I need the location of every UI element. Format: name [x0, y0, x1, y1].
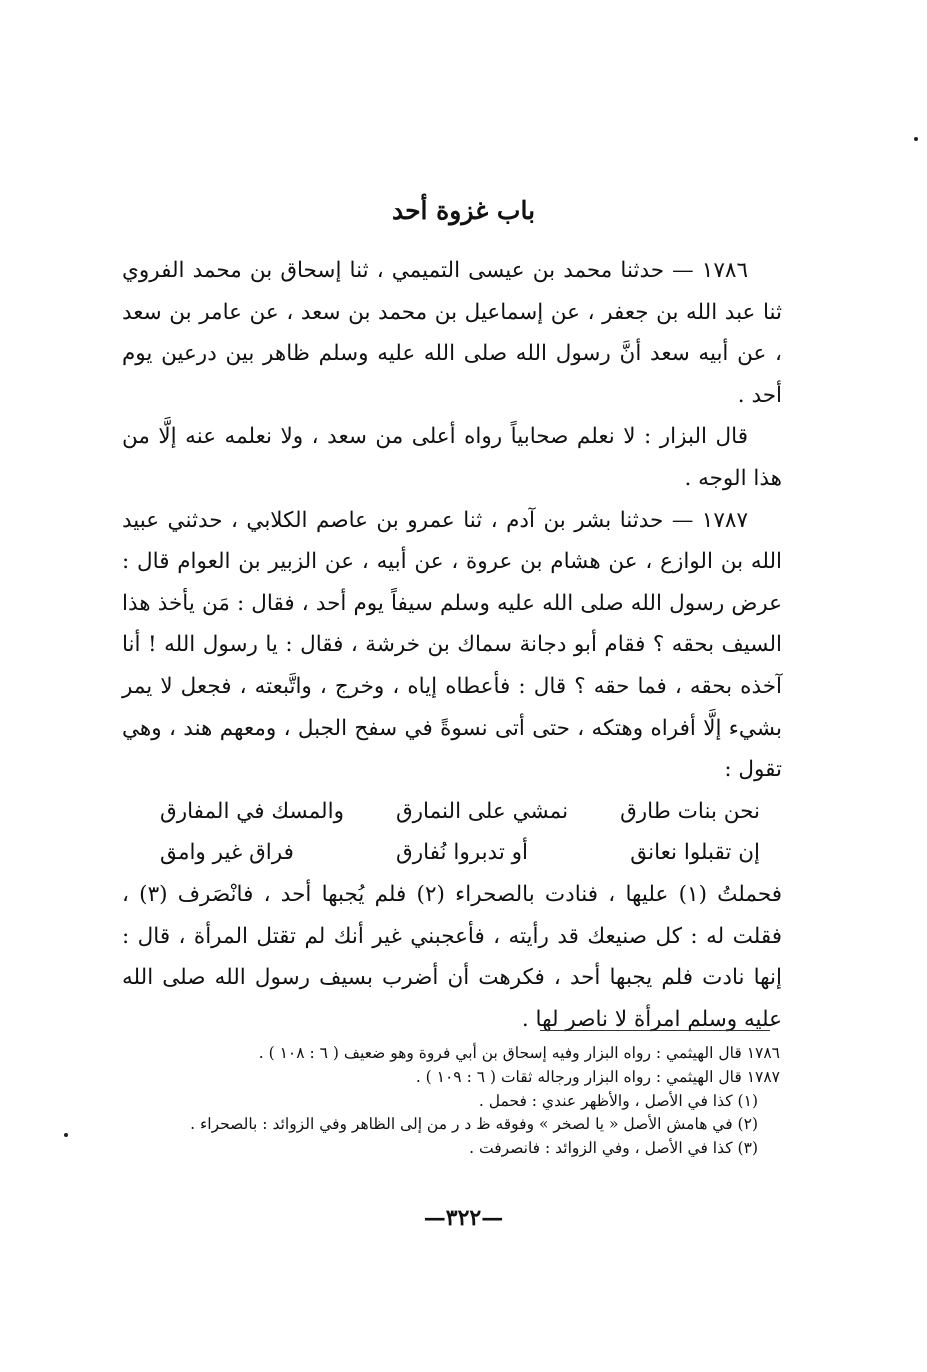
footnote: (٣) كذا في الأصل ، وفي الزوائد : فانصرفت . [469, 1139, 758, 1158]
main-text [122, 250, 782, 1040]
verse-hemistich: فراق غير وامق [160, 840, 294, 866]
verse-hemistich: نحن بنات طارق [620, 798, 760, 824]
source-note: ١٧٨٦ قال الهيثمي : رواه البزار وفيه إسحاق بن أبي فروة وهو ضعيف ( ٦ : ١٠٨ ) . [258, 1044, 780, 1062]
closing-paragraph: فحملتُ (١) عليها ، فنادت بالصحراء (٢) فلم يُجبها أحد ، فانْصَرف (٣) ، فقلت له : كل صنيعك قد رأيته ، فأعجبني غير أنك لم تقتل المرأة ، قال : إنها نادت فلم يجبها أحد ، فكرهت أن أضرب بسيف رسول الله صلى الله عليه وسلم امرأة لا ناصر لها . [122, 881, 783, 1032]
verse-hemistich: أو تدبروا نُفارق [396, 840, 529, 866]
verse-line [160, 791, 760, 833]
source-note: ١٧٨٧ قال الهيثمي : رواه البزار ورجاله ثقات ( ٦ : ١٠٩ ) . [415, 1067, 780, 1086]
page-number: —٣٢٢— [423, 1205, 504, 1231]
footnotes [118, 1042, 780, 1161]
hadith-paragraph: ١٧٨٦ — حدثنا محمد بن عيسى التميمي ، ثنا إسحاق بن محمد الفروي ثنا عبد الله بن جعفر ، عن إسماعيل بن محمد بن سعد ، عن عامر بن سعد ، عن أبيه سعد أنَّ رسول الله صلى الله عليه وسلم ظاهر بين درعين يوم أحد . [122, 258, 782, 408]
margin-speck [64, 1133, 68, 1137]
verse-hemistich: إن تقبلوا نعانق [630, 840, 760, 866]
commentary-paragraph: قال البزار : لا نعلم صحابياً رواه أعلى من سعد ، ولا نعلمه عنه إلَّا من هذا الوجه . [122, 424, 782, 491]
margin-speck [914, 137, 918, 141]
verse-line [160, 832, 760, 874]
footnote-divider [540, 1030, 770, 1031]
hadith-paragraph: ١٧٨٧ — حدثنا بشر بن آدم ، ثنا عمرو بن عاصم الكلابي ، حدثني عبيد الله بن الوازع ، عن هشام بن عروة ، عن أبيه ، عن الزبير بن العوام قال : عرض رسول الله صلى الله عليه وسلم سيفاً يوم أحد ، فقال : مَن يأخذ هذا السيف بحقه ؟ فقام أبو دجانة سماك بن خرشة ، فقال : يا رسول الله ! أنا آخذه بحقه ، فما حقه ؟ قال : فأعطاه إياه ، وخرج ، واتَّبعته ، فجعل لا يمر بشيء إلَّا أفراه وهتكه ، حتى أتى نسوةً في سفح الجبل ، ومعهم هند ، وهي تقول : [122, 507, 782, 783]
footnote: (١) كذا في الأصل ، والأظهر عندي : فحمل . [478, 1091, 758, 1110]
footnote: (٢) في هامش الأصل « يا لصخر » وفوقه ظ د ر من إلى الظاهر وفي الزوائد : بالصحراء . [190, 1115, 758, 1134]
verse-hemistich: نمشي على النمارق [395, 798, 569, 824]
verse-hemistich: والمسك في المفارق [160, 798, 344, 824]
chapter-title: باب غزوة أحد [391, 196, 536, 225]
